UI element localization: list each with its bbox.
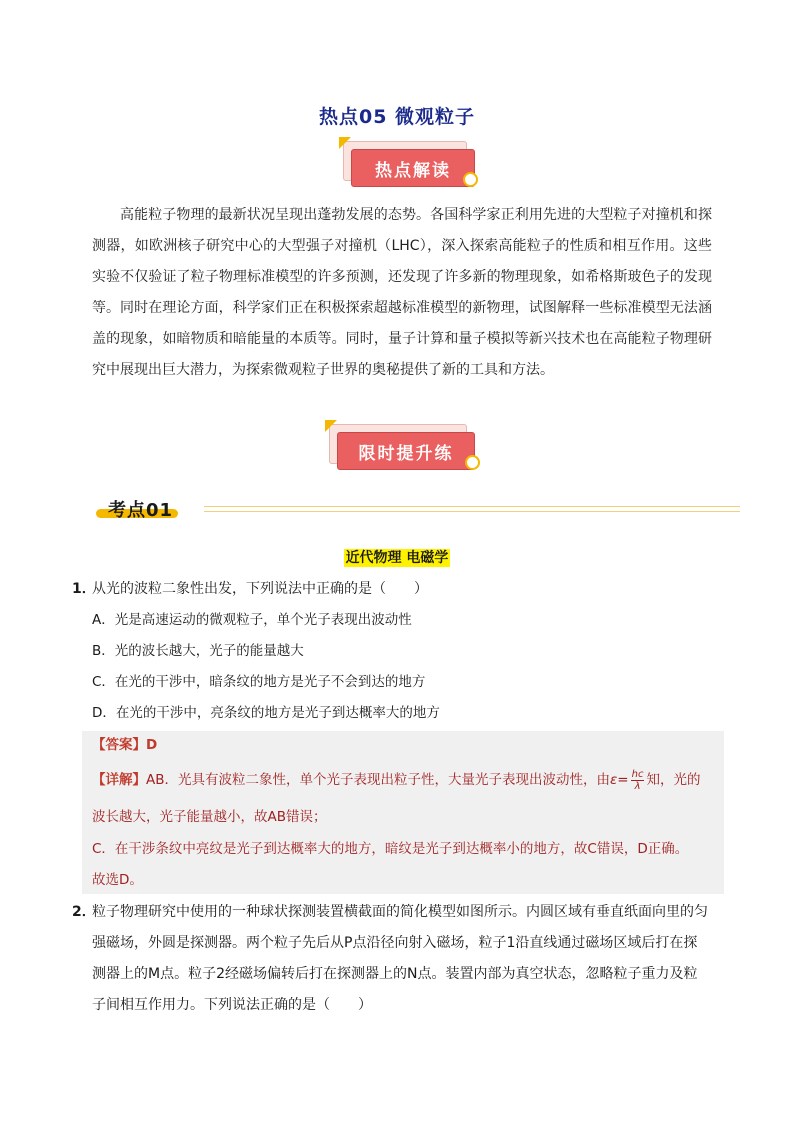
page-title: 热点05 微观粒子 bbox=[318, 106, 476, 128]
question-1-option-a: A．光是高速运动的微观粒子，单个光子表现出波动性 bbox=[92, 612, 412, 628]
banner-label: 热点解读 bbox=[351, 149, 475, 187]
question-2-line-3: 测器上的M点。粒子2经磁场偏转后打在探测器上的N点。装置内部为真空状态，忽略粒子重力及粒 bbox=[92, 966, 698, 982]
ring-icon bbox=[463, 172, 478, 187]
intro-paragraph-1: 高能粒子物理的最新状况呈现出蓬勃发展的态势。各国科学家正利用先进的大型粒子对撞机和探测器，如欧洲核子研究中心的大型强子对撞机（LHC），深入探索高能粒子的性质和相互作用。这些实验不仅验证了粒子物理标准模型的许多预测，还发现了许多新的物理现象，如希格斯玻色子的发现等。 bbox=[92, 207, 712, 316]
question-number: 1． bbox=[72, 581, 96, 597]
ring-icon bbox=[465, 455, 480, 470]
divider-line bbox=[204, 511, 740, 512]
question-1-option-c: C．在光的干涉中，暗条纹的地方是光子不会到达的地方 bbox=[92, 674, 426, 690]
answer-value: D bbox=[146, 737, 158, 753]
detail-line-1: 【详解】AB．光具有波粒二象性，单个光子表现出粒子性，大量光子表现出波动性，由ε= $\frac{hc}{\lambda}$ 知，光的 bbox=[92, 768, 701, 792]
banner-label: 限时提升练 bbox=[337, 432, 475, 470]
question-2-line-2: 强磁场，外圆是探测器。两个粒子先后从P点沿径向射入磁场，粒子1沿直线通过磁场区域后打在探 bbox=[92, 935, 698, 951]
answer-line bbox=[92, 730, 157, 761]
detail-line-4: 故选D。 bbox=[92, 872, 143, 888]
intro-paragraph-2: 同时在理论方面，科学家们正在积极探索超越标准模型的新物理，试图解释一些标准模型无法涵盖的现象，如暗物质和暗能量的本质等。同时，量子计算和量子模拟等新兴技术也在高能粒子物理研究中展现出巨大潜力，为探索微观粒子世界的奥秘提供了新的工具和方法。 bbox=[92, 300, 712, 378]
divider-line bbox=[204, 506, 740, 507]
kaodian-label: 考点01 bbox=[108, 500, 174, 521]
banner-timed-practice bbox=[329, 424, 469, 474]
formula-lhs: ε= bbox=[610, 772, 629, 788]
question-2-line-4: 子间相互作用力。下列说法正确的是（ ） bbox=[92, 997, 372, 1013]
section-title: 近代物理 电磁学 bbox=[345, 550, 449, 566]
formula-fraction: $\frac{hc}{\lambda}$ bbox=[631, 768, 644, 792]
question-number: 2． bbox=[72, 904, 96, 920]
answer-label: 【答案】 bbox=[92, 737, 146, 753]
detail-label: 【详解】 bbox=[92, 772, 146, 788]
detail-line-3: C．在干涉条纹中亮纹是光子到达概率大的地方，暗纹是光子到达概率小的地方，故C错误，D正确。 bbox=[92, 841, 689, 857]
question-2-line-1: 2．粒子物理研究中使用的一种球状探测装置横截面的简化模型如图所示。内圆区域有垂直纸面向里的匀 bbox=[72, 897, 724, 928]
banner-hot-interpretation bbox=[343, 141, 483, 191]
kaodian-header bbox=[96, 496, 196, 522]
question-1-option-d: D．在光的干涉中，亮条纹的地方是光子到达概率大的地方 bbox=[92, 705, 440, 721]
detail-line-2: 波长越大，光子能量越小，故AB错误； bbox=[92, 809, 327, 825]
question-1-stem: 1．从光的波粒二象性出发，下列说法中正确的是（ ） bbox=[72, 574, 724, 605]
question-1-option-b: B．光的波长越大，光子的能量越大 bbox=[92, 643, 304, 659]
